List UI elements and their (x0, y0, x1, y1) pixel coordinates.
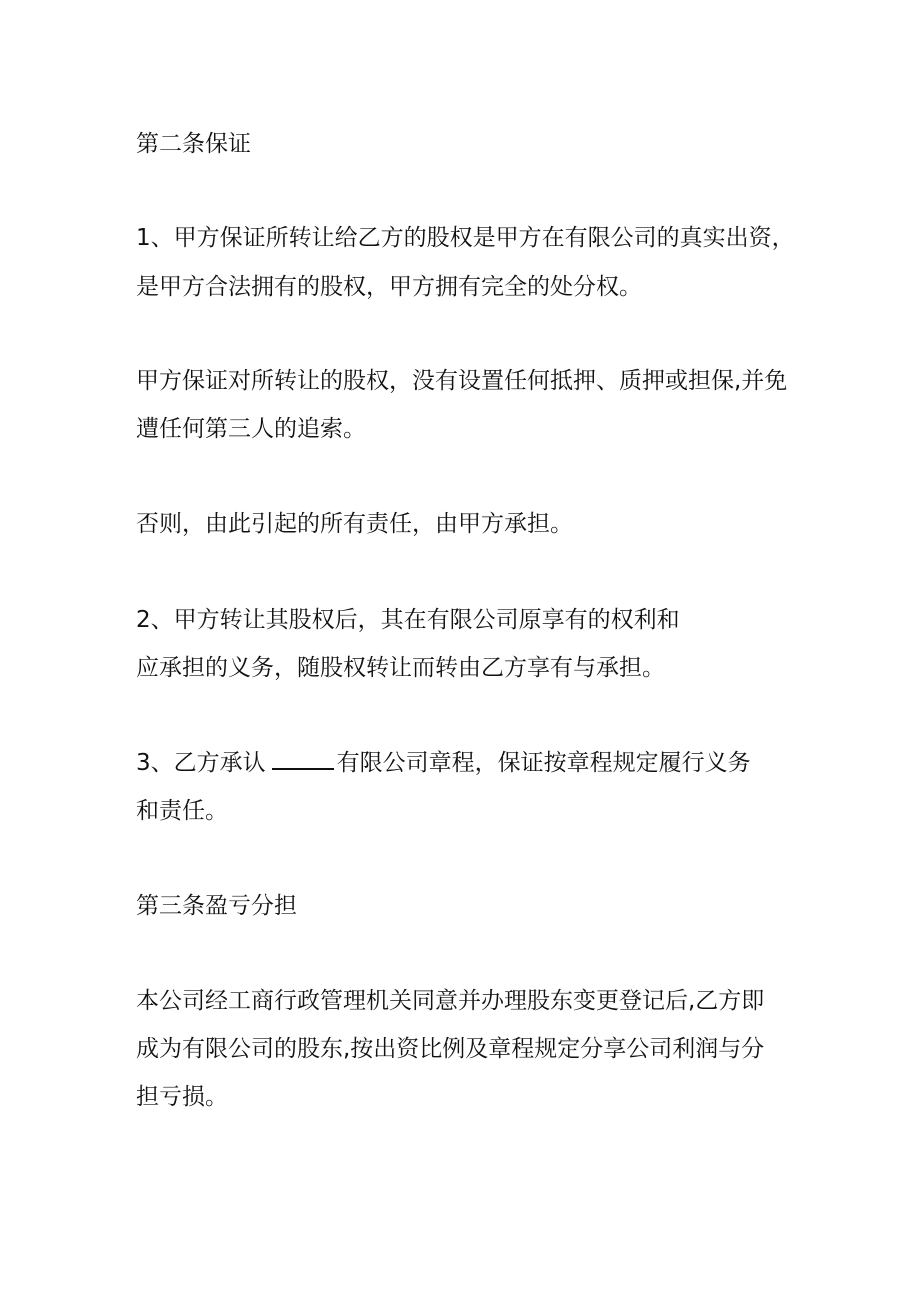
clause3-prefix: 3、乙方承认 (136, 750, 266, 776)
article3-line2: 成为有限公司的股东,按出资比例及章程规定分享公司利润与分 (136, 1036, 765, 1062)
article3-line1: 本公司经工商行政管理机关同意并办理股东变更登记后,乙方即 (136, 988, 765, 1014)
clause2-line1: 2、甲方转让其股权后，其在有限公司原享有的权利和 (136, 607, 680, 633)
guarantee-para-line1: 甲方保证对所转让的股权，没有设置任何抵押、质押或担保,并免 (136, 368, 788, 394)
clause2-line2: 应承担的义务，随股权转让而转由乙方享有与承担。 (136, 655, 665, 681)
clause3-suffix: 有限公司章程，保证按章程规定履行义务 (336, 750, 751, 776)
article2-heading: 第二条保证 (136, 131, 251, 157)
clause1-line1: 1、甲方保证所转让给乙方的股权是甲方在有限公司的真实出资， (136, 225, 795, 251)
fill-in-blank (272, 748, 334, 770)
clause1-line2: 是甲方合法拥有的股权，甲方拥有完全的处分权。 (136, 274, 642, 300)
guarantee-para-line2: 遭任何第三人的追索。 (136, 416, 366, 442)
article3-heading: 第三条盈亏分担 (136, 893, 297, 919)
clause3-line2: 和责任。 (136, 798, 228, 824)
otherwise-para: 否则，由此引起的所有责任，由甲方承担。 (136, 511, 573, 537)
article3-line3: 担亏损。 (136, 1084, 228, 1110)
clause3-line1 (136, 748, 751, 778)
